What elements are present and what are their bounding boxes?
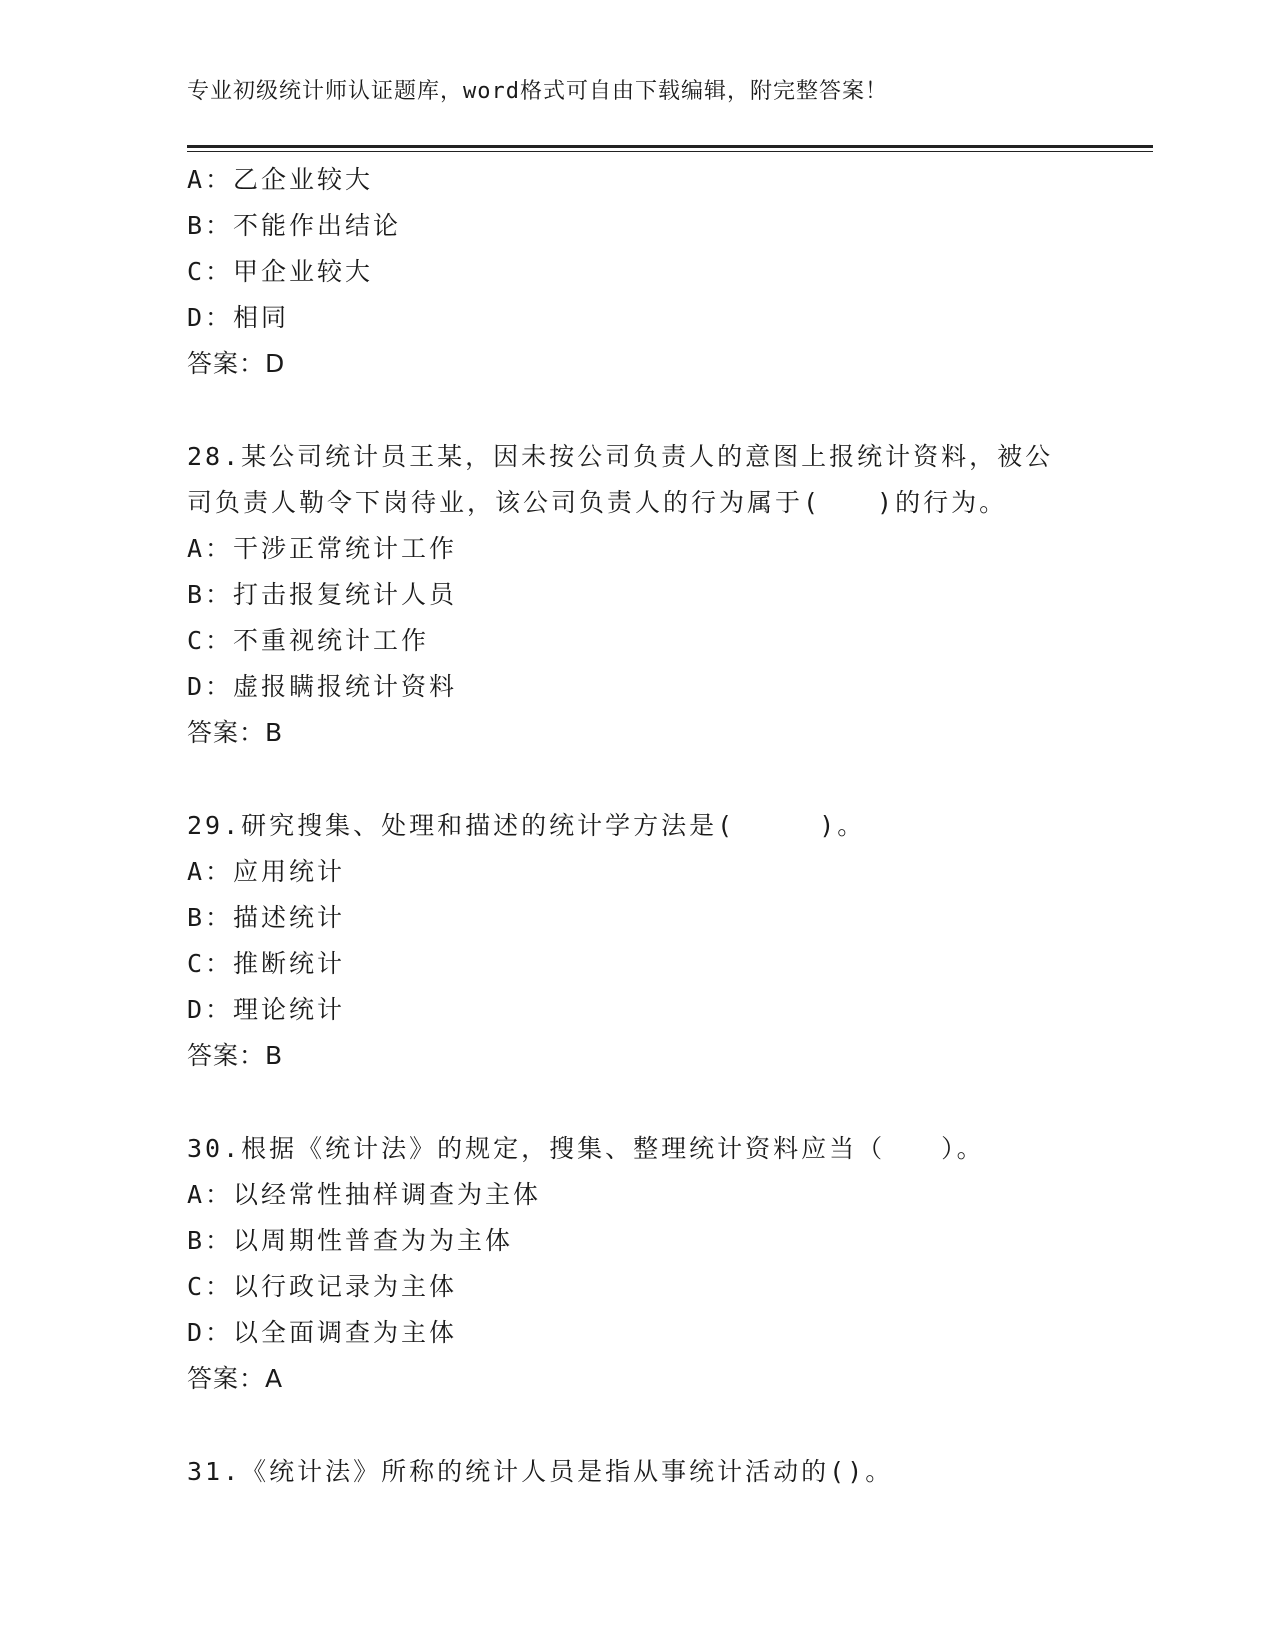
header-divider-thin — [187, 151, 1153, 152]
option-d: D：相同 — [187, 303, 290, 332]
option-b: B：不能作出结论 — [187, 211, 402, 240]
page-header: 专业初级统计师认证题库，word格式可自由下载编辑，附完整答案！ — [187, 79, 888, 104]
option-c: C：以行政记录为主体 — [187, 1272, 458, 1301]
question-text: 司负责人勒令下岗待业，该公司负责人的行为属于( )的行为。 — [187, 488, 1008, 517]
option-a: A：应用统计 — [187, 857, 346, 886]
option-a: A：干涉正常统计工作 — [187, 534, 458, 563]
option-b: B：以周期性普查为为主体 — [187, 1226, 514, 1255]
option-b: B：打击报复统计人员 — [187, 580, 458, 609]
option-a: A：以经常性抽样调查为主体 — [187, 1180, 542, 1209]
question-text: 29.研究搜集、处理和描述的统计学方法是( )。 — [187, 811, 866, 840]
question-text: 31.《统计法》所称的统计人员是指从事统计活动的()。 — [187, 1457, 894, 1486]
option-b: B：描述统计 — [187, 903, 346, 932]
answer: 答案：D — [187, 349, 286, 378]
header-divider-thick — [187, 145, 1153, 148]
question-31-block — [187, 1449, 1087, 1495]
option-c: C：甲企业较大 — [187, 257, 374, 286]
option-d: D：理论统计 — [187, 995, 346, 1024]
question-text: 30.根据《统计法》的规定，搜集、整理统计资料应当（ ）。 — [187, 1134, 985, 1163]
question-30-block — [187, 1126, 1087, 1402]
question-28-block — [187, 434, 1087, 756]
answer: 答案：A — [187, 1364, 284, 1393]
option-a: A：乙企业较大 — [187, 165, 374, 194]
document-body — [187, 157, 1087, 1495]
option-c: C：不重视统计工作 — [187, 626, 430, 655]
option-d: D：虚报瞒报统计资料 — [187, 672, 458, 701]
question-text: 28.某公司统计员王某，因未按公司负责人的意图上报统计资料，被公 — [187, 442, 1054, 471]
question-29-block — [187, 803, 1087, 1079]
option-d: D：以全面调查为主体 — [187, 1318, 458, 1347]
question-27-block — [187, 157, 1087, 387]
option-c: C：推断统计 — [187, 949, 346, 978]
answer: 答案：B — [187, 1041, 284, 1070]
answer: 答案：B — [187, 718, 284, 747]
